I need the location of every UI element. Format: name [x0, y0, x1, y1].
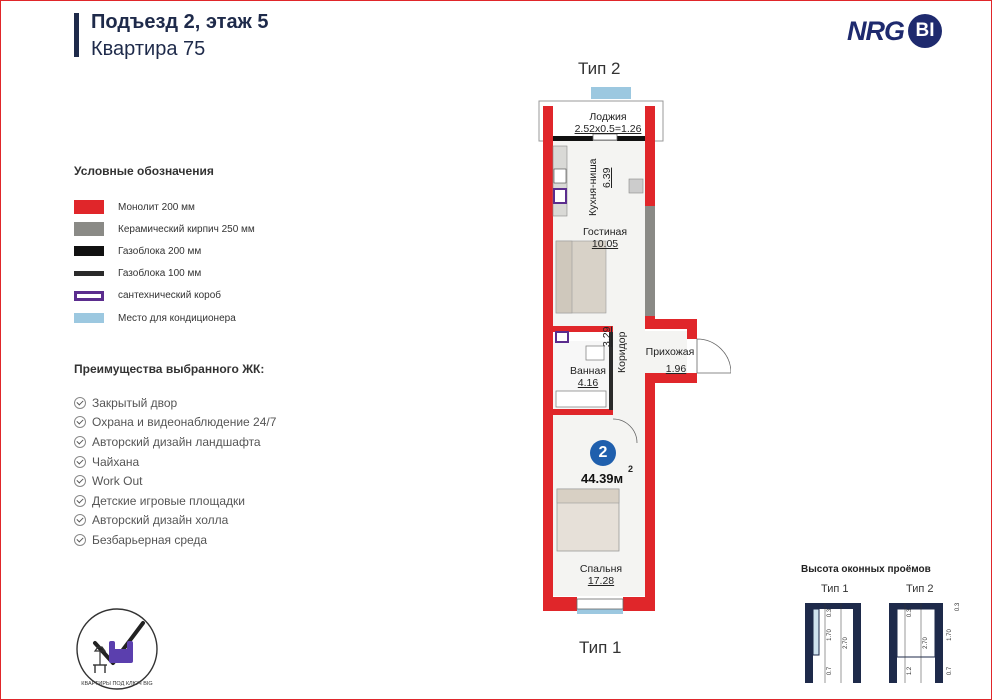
page-title: Подъезд 2, этаж 5	[91, 11, 269, 33]
room-area: 4.16	[577, 377, 599, 389]
bed-headboard	[557, 489, 619, 503]
window-type-top-label: Тип 2	[578, 59, 621, 78]
window-type1-label: Тип 1	[821, 583, 849, 595]
monolith-wall-right-bottom	[645, 381, 655, 611]
gasblock-100-swatch	[74, 271, 104, 276]
room-hall	[641, 346, 699, 358]
brick-wall	[645, 206, 655, 316]
window-type2-label: Тип 2	[906, 583, 934, 595]
kitchen-appliance	[629, 179, 643, 193]
room-name: Прихожая	[645, 346, 695, 358]
window-type-bottom-label: Тип 1	[579, 638, 622, 657]
legend-item-brick	[74, 218, 255, 240]
kitchen-plumbing-box	[554, 189, 566, 203]
bathtub	[556, 391, 606, 407]
logo-text: NRG	[847, 15, 904, 46]
advantage-item	[74, 491, 276, 511]
ac-place-swatch	[74, 313, 104, 323]
check-circle-icon	[74, 397, 86, 409]
legend-label: сантехнический короб	[118, 290, 221, 302]
type1-dim-window: 1.70	[827, 629, 833, 641]
room-name: Гостиная	[582, 226, 628, 238]
type2-dim-sill: 0.7	[947, 666, 953, 676]
badge-text: КВАРТИРЫ ПОД КЛЮЧ BIG	[81, 681, 153, 687]
logo-badge: BI	[908, 14, 942, 48]
room-area: 1.96	[665, 363, 687, 375]
advantage-item	[74, 413, 276, 433]
plumbing-box-swatch	[74, 291, 104, 301]
advantage-label: Детские игровые площадки	[92, 493, 245, 508]
room-name: Ванная	[570, 365, 606, 377]
legend-item-monolith	[74, 196, 255, 218]
monolith-swatch	[74, 200, 104, 214]
apartment-number-marker: 2	[590, 440, 616, 466]
check-circle-icon	[74, 436, 86, 448]
legend-label: Газоблока 100 мм	[118, 268, 202, 280]
advantages-list	[74, 393, 276, 550]
advantage-label: Авторский дизайн холла	[92, 513, 229, 528]
advantage-item	[74, 471, 276, 491]
sofa-back	[556, 241, 572, 313]
floor-plan	[531, 86, 731, 626]
advantages-title: Преимущества выбранного ЖК:	[74, 362, 265, 376]
room-hall-area-wrap	[658, 363, 694, 375]
advantage-item	[74, 393, 276, 413]
room-area: 10.05	[591, 238, 619, 250]
advantage-item	[74, 452, 276, 472]
type2-dim-door: 1.2	[907, 666, 913, 676]
room-name: Лоджия	[589, 111, 627, 123]
monolith-wall-bottom-right	[623, 597, 655, 611]
window-heights-title: Высота оконных проёмов	[801, 564, 931, 575]
advantage-item	[74, 511, 276, 531]
room-area: 2.52x0.5=1.26	[574, 123, 642, 135]
legend-title: Условные обозначения	[74, 164, 214, 178]
advantage-item	[74, 432, 276, 452]
window-type2-diagram	[885, 599, 963, 689]
sink	[586, 346, 604, 360]
apartment-subtitle: Квартира 75	[91, 38, 206, 60]
check-circle-icon	[74, 416, 86, 428]
entrance-door-swing	[697, 339, 731, 373]
room-bath	[565, 365, 611, 389]
check-circle-icon	[74, 475, 86, 487]
check-circle-icon	[74, 534, 86, 546]
check-circle-icon	[74, 514, 86, 526]
room-corridor-name: Коридор	[616, 331, 628, 373]
advantage-label: Авторский дизайн ландшафта	[92, 434, 261, 449]
type2-dim-top: 0.3	[907, 608, 913, 618]
advantage-label: Безбарьерная среда	[92, 532, 208, 547]
type1-dim-top: 0.3	[827, 608, 833, 618]
legend-label: Керамический кирпич 250 мм	[118, 223, 255, 235]
legend-label: Монолит 200 мм	[118, 201, 195, 213]
room-name: Спальня	[579, 563, 623, 575]
total-area-unit-sup: 2	[628, 464, 634, 474]
advantage-label: Охрана и видеонаблюдение 24/7	[92, 415, 277, 430]
room-loggia	[567, 111, 649, 135]
monolith-wall-hall-door	[687, 319, 697, 339]
legend-item-gasblock-100	[74, 263, 255, 285]
legend-label: Место для кондиционера	[118, 312, 236, 324]
legend-item-ac-place	[74, 307, 255, 329]
total-area: 44.39м	[581, 471, 624, 486]
title-accent-bar	[74, 13, 79, 57]
brick-swatch	[74, 222, 104, 236]
monolith-wall-left	[543, 106, 553, 611]
type1-dim-sill: 0.7	[827, 666, 833, 676]
check-circle-icon	[74, 456, 86, 468]
legend-label: Газоблока 200 мм	[118, 245, 202, 257]
type2-dim-total: 2.70	[923, 637, 929, 649]
room-corridor-area: 3.29	[601, 326, 613, 347]
room-kitchen-name: Кухня-ниша	[587, 158, 599, 216]
monolith-wall-bath-bottom	[543, 409, 613, 415]
brand-logo	[847, 15, 942, 47]
gasblock-partition-loggia-right	[617, 136, 645, 141]
advantage-item	[74, 530, 276, 550]
legend-item-plumbing-box	[74, 285, 255, 307]
room-area: 17.28	[587, 575, 615, 587]
stove	[554, 169, 566, 183]
type2-dim-window: 1.70	[947, 629, 953, 641]
legend-item-gasblock-200	[74, 240, 255, 262]
room-living	[577, 226, 633, 250]
room-kitchen-area: 6.39	[601, 167, 613, 188]
gasblock-200-swatch	[74, 246, 104, 256]
legend	[74, 196, 255, 329]
advantage-label: Закрытый двор	[92, 395, 178, 410]
room-bedroom	[573, 563, 629, 587]
monolith-wall-bottom-left	[543, 597, 577, 611]
advantage-label: Work Out	[92, 474, 143, 489]
gasblock-partition-loggia-left	[553, 136, 593, 141]
bedroom-window	[577, 599, 623, 609]
ac-place-top	[591, 87, 631, 99]
window-type1-diagram	[801, 599, 865, 689]
check-circle-icon	[74, 495, 86, 507]
advantage-label: Чайхана	[92, 454, 140, 469]
turnkey-badge-logo	[73, 605, 161, 693]
bath-plumbing-box	[556, 332, 568, 342]
type1-dim-total: 2.70	[843, 637, 849, 649]
type2-dim-top-right: 0.3	[955, 602, 961, 612]
